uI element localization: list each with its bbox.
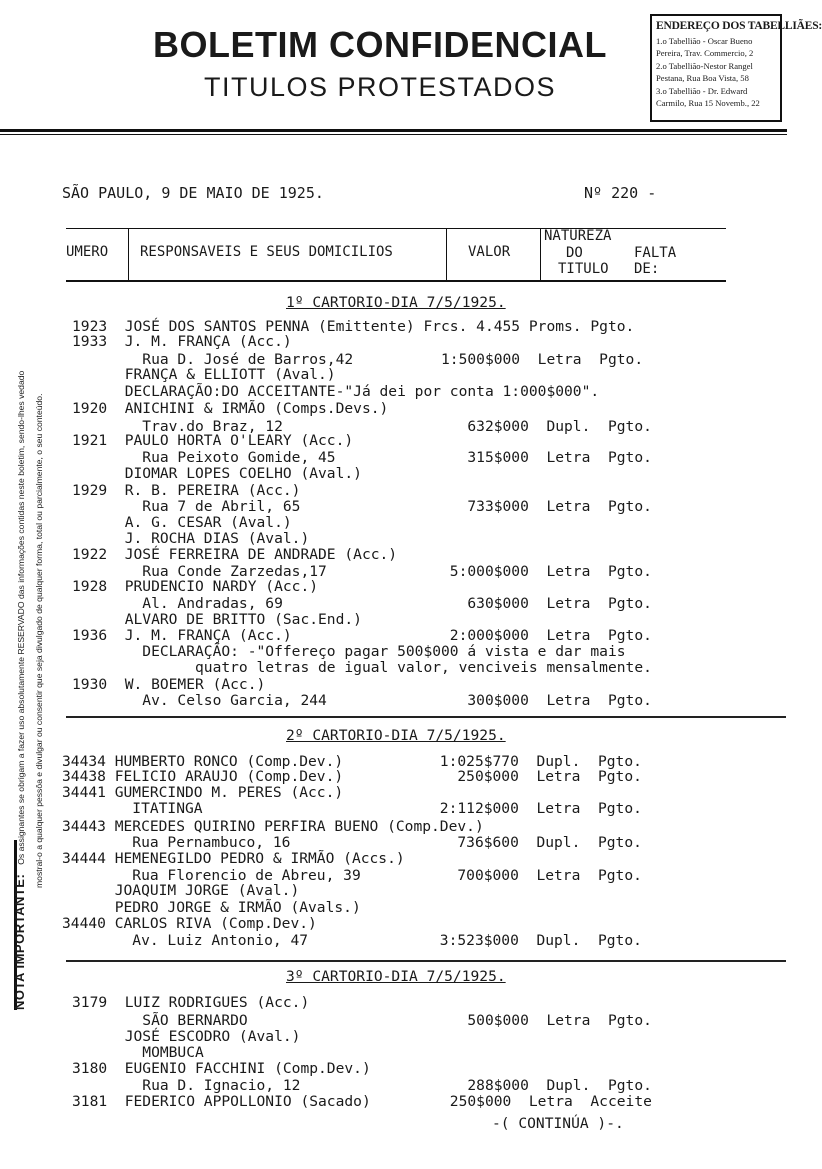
notary-address-line: 1.o Tabellião - Oscar Bueno	[656, 36, 753, 46]
col-fault-header-1: FALTA	[634, 245, 677, 261]
entry-declaration: quatro letras de igual valor, venciveis mensalmente.	[72, 659, 652, 676]
entry-line: 1920 ANICHINI & IRMÃO (Comps.Devs.)	[72, 400, 389, 417]
entry-line: DIOMAR LOPES COELHO (Aval.)	[72, 465, 362, 482]
entry-line: Al. Andradas, 69 630$000 Letra Pgto.	[72, 595, 652, 612]
section-heading-cartorio-2: 2º CARTORIO-DIA 7/5/1925.	[286, 727, 506, 744]
notary-address-line: 2.o Tabellião-Nestor Rangel	[656, 60, 753, 71]
notary-address-line: 3.o Tabellião - Dr. Edward	[656, 85, 748, 96]
entry-line: J. ROCHA DIAS (Aval.)	[72, 530, 310, 547]
entry-line: SÃO BERNARDO 500$000 Letra Pgto.	[72, 1012, 652, 1029]
bulletin-title: BOLETIM CONFIDENCIAL	[153, 24, 607, 65]
entry-line: 3181 FEDERICO APPOLLONIO (Sacado) 250$000 Letra Acceite	[72, 1093, 652, 1110]
section-heading-cartorio-1: 1º CARTORIO-DIA 7/5/1925.	[286, 294, 506, 311]
entry-line: JOSÉ ESCODRO (Aval.)	[72, 1028, 301, 1045]
entry-line: 1923 JOSÉ DOS SANTOS PENNA (Emittente) Frcs. 4.455 Proms. Pgto.	[72, 318, 635, 335]
entry-declaration: DECLARAÇÃO: -"Offereço pagar 500$000 á vista e dar mais	[72, 643, 626, 660]
bulletin-number: Nº 220 -	[584, 184, 657, 202]
entry-line: Av. Celso Garcia, 244 300$000 Letra Pgto.	[72, 692, 652, 709]
continued-marker: -( CONTINÚA )-.	[492, 1115, 624, 1132]
entry-line: 1929 R. B. PEREIRA (Acc.)	[72, 482, 301, 499]
table-header-rule-top	[66, 228, 726, 229]
col-value-header: VALOR	[468, 244, 511, 260]
entry-line: MOMBUCA	[72, 1044, 204, 1061]
entry-line: Rua Pernambuco, 16 736$600 Dupl. Pgto.	[62, 834, 642, 851]
col-number-header: UMERO	[66, 244, 109, 260]
place-date: SÃO PAULO, 9 DE MAIO DE 1925.	[62, 184, 324, 202]
entry-line: ITATINGA 2:112$000 Letra Pgto.	[62, 800, 642, 817]
entry-line: Rua 7 de Abril, 65 733$000 Letra Pgto.	[72, 498, 652, 515]
table-header-divider	[128, 228, 129, 280]
notary-address-line: Pestana, Rua Boa Vista, 58	[656, 73, 749, 84]
header-rule-thin	[0, 134, 787, 135]
section-separator	[66, 960, 786, 962]
col-responsible-header: RESPONSAVEIS E SEUS DOMICILIOS	[140, 244, 393, 260]
entry-line: 34434 HUMBERTO RONCO (Comp.Dev.) 1:025$770 Dupl. Pgto.	[62, 753, 642, 770]
bulletin-subtitle: TITULOS PROTESTADOS	[203, 72, 557, 102]
entry-line: 3179 LUIZ RODRIGUES (Acc.)	[72, 994, 310, 1011]
important-notice-sidebar	[0, 0, 44, 1169]
entry-line: 3180 EUGENIO FACCHINI (Comp.Dev.)	[72, 1060, 371, 1077]
entry-line: Rua Peixoto Gomide, 45 315$000 Letra Pgto.	[72, 449, 652, 466]
entry-line: A. G. CESAR (Aval.)	[72, 514, 292, 531]
entry-line: JOAQUIM JORGE (Aval.)	[62, 882, 300, 899]
important-notice-line2: mostral-o a qualquer pessôa e divulgar ou consentir que seja divulgado de qualquer forma, total ou parcialmente, o seu conteúdo.	[34, 393, 44, 888]
table-header	[66, 228, 726, 284]
important-notice-text	[11, 371, 47, 1010]
entry-line: PEDRO JORGE & IRMÃO (Avals.)	[62, 899, 361, 916]
entry-line: ALVARO DE BRITTO (Sac.End.)	[72, 611, 362, 628]
col-fault-header-2: DE:	[634, 261, 660, 277]
col-nature-header-1: NATUREZA	[544, 228, 612, 244]
notary-addresses-heading: ENDEREÇO DOS TABELLIÃES:	[656, 20, 822, 32]
important-notice-label: NOTA IMPORTANTE:	[12, 873, 27, 1010]
entry-line: Rua Conde Zarzedas,17 5:000$000 Letra Pgto.	[72, 563, 652, 580]
header-rule-thick	[0, 129, 787, 132]
entry-line: FRANÇA & ELLIOTT (Aval.)	[72, 366, 336, 383]
col-nature-header-3: TITULO	[558, 261, 609, 277]
entry-line: 34438 FELICIO ARAUJO (Comp.Dev.) 250$000 Letra Pgto.	[62, 768, 642, 785]
notary-addresses-box	[650, 14, 822, 122]
section-separator	[66, 716, 786, 718]
notary-address-line: Pereira, Trav. Commercio, 2	[656, 48, 754, 59]
section-heading-cartorio-3: 3º CARTORIO-DIA 7/5/1925.	[286, 968, 506, 985]
table-header-divider	[540, 228, 541, 280]
entry-line: 1930 W. BOEMER (Acc.)	[72, 676, 266, 693]
entry-line: 34443 MERCEDES QUIRINO PERFIRA BUENO (Comp.Dev.)	[62, 818, 484, 835]
entry-line: Trav.do Braz, 12 632$000 Dupl. Pgto.	[72, 418, 652, 435]
entry-line: 34441 GUMERCINDO M. PERES (Acc.)	[62, 784, 344, 801]
entry-line: Av. Luiz Antonio, 47 3:523$000 Dupl. Pgto.	[62, 932, 642, 949]
entry-line: 1936 J. M. FRANÇA (Acc.) 2:000$000 Letra Pgto.	[72, 627, 652, 644]
entry-line: 34440 CARLOS RIVA (Comp.Dev.)	[62, 915, 317, 932]
notary-address-line: Carmilo, Rua 15 Novemb., 22	[656, 98, 760, 109]
entry-line: 1933 J. M. FRANÇA (Acc.)	[72, 333, 292, 350]
entry-declaration: DECLARAÇÃO:DO ACCEITANTE-"Já dei por conta 1:000$000".	[72, 383, 600, 400]
entry-line: 1928 PRUDENCIO NARDY (Acc.)	[72, 578, 319, 595]
table-header-divider	[446, 228, 447, 280]
entry-line: Rua D. José de Barros,42 1:500$000 Letra Pgto.	[72, 351, 644, 368]
entry-line: Rua D. Ignacio, 12 288$000 Dupl. Pgto.	[72, 1077, 652, 1094]
entry-line: Rua Florencio de Abreu, 39 700$000 Letra Pgto.	[62, 867, 642, 884]
table-header-rule-bottom	[66, 280, 726, 282]
entry-line: 1922 JOSÉ FERREIRA DE ANDRADE (Acc.)	[72, 546, 398, 563]
important-notice-line1: Os assignantes se obrigam a fazer uso absolutamente RESERVADO das informações contidas neste boletim, sendo-lhes vedado	[16, 370, 26, 865]
col-nature-header-2: DO	[566, 245, 583, 261]
entry-line: 1921 PAULO HORTA O'LEARY (Acc.)	[72, 432, 354, 449]
entry-line: 34444 HEMENEGILDO PEDRO & IRMÃO (Accs.)	[62, 850, 405, 867]
